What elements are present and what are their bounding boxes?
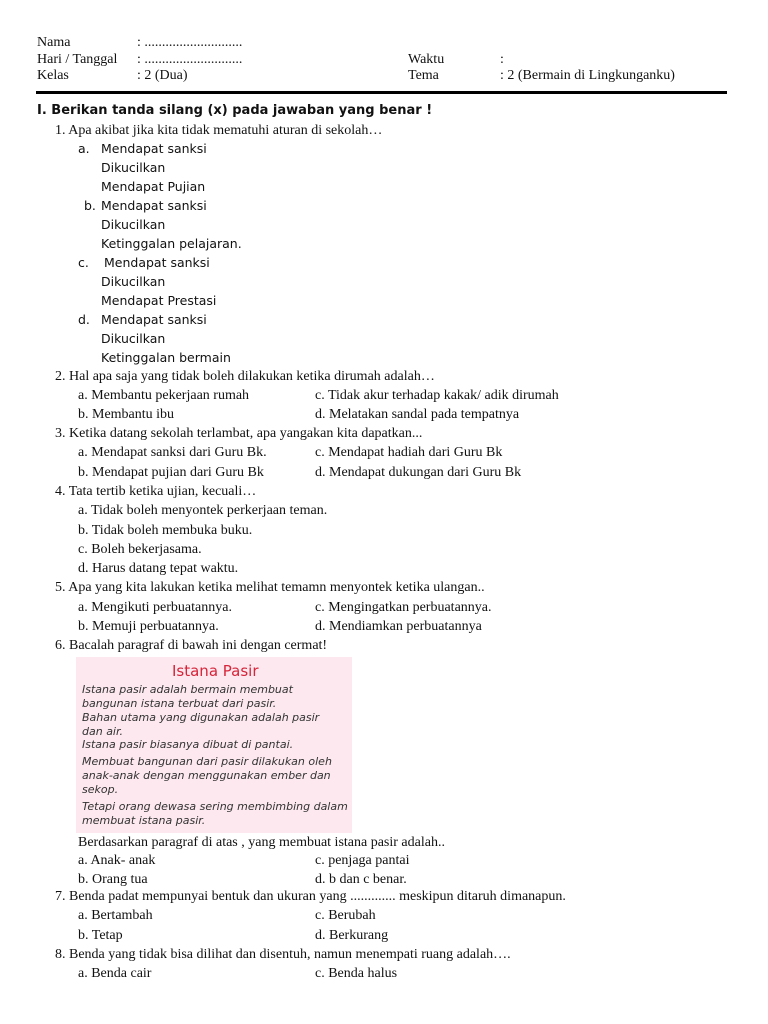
question-8: 8. Benda yang tidak bisa dilihat dan disentuh, namun menempati ruang adalah….	[55, 947, 511, 962]
q4-option-b: b. Tidak boleh membuka buku.	[78, 523, 253, 538]
q6-option-c: c. penjaga pantai	[315, 853, 410, 868]
q2-option-a: a. Membantu pekerjaan rumah	[78, 388, 250, 403]
q1-option-d-line: Dikucilkan	[101, 331, 166, 346]
kelas-label: Kelas	[37, 68, 69, 83]
section-title: I. Berikan tanda silang (x) pada jawaban yang benar !	[37, 103, 433, 118]
passage-line: Membuat bangunan dari pasir dilakukan oleh	[82, 755, 332, 768]
passage-line: Istana pasir biasanya dibuat di pantai.	[82, 738, 294, 751]
q1-option-d-line: Ketinggalan bermain	[101, 350, 231, 365]
question-2: 2. Hal apa saja yang tidak boleh dilakukan ketika dirumah adalah…	[55, 369, 435, 384]
q6-option-d: d. b dan c benar.	[315, 872, 407, 887]
q8-option-c: c. Benda halus	[315, 966, 398, 981]
hari-value: : ............................	[137, 52, 243, 67]
q3-option-d: d. Mendapat dukungan dari Guru Bk	[315, 465, 522, 480]
q3-option-c: c. Mendapat hadiah dari Guru Bk	[315, 445, 503, 460]
q7-option-d: d. Berkurang	[315, 928, 389, 943]
q7-option-a: a. Bertambah	[78, 908, 153, 923]
q2-option-d: d. Melatakan sandal pada tempatnya	[315, 407, 520, 422]
q3-option-a: a. Mendapat sanksi dari Guru Bk.	[78, 445, 267, 460]
nama-value: : ............................	[137, 35, 243, 50]
q1-option-a-line: Mendapat sanksi	[101, 141, 207, 156]
q1-option-c-line: Mendapat sanksi	[104, 255, 210, 270]
passage-line: bangunan istana terbuat dari pasir.	[82, 697, 277, 710]
q5-option-d: d. Mendiamkan perbuatannya	[315, 619, 482, 634]
q8-option-a: a. Benda cair	[78, 966, 152, 981]
q4-option-c: c. Boleh bekerjasama.	[78, 542, 202, 557]
passage-title: Istana Pasir	[172, 662, 259, 680]
q7-option-b: b. Tetap	[78, 928, 123, 943]
question-4: 4. Tata tertib ketika ujian, kecuali…	[55, 484, 257, 499]
q5-option-b: b. Memuji perbuatannya.	[78, 619, 219, 634]
hari-label: Hari / Tanggal	[37, 52, 118, 67]
kelas-value: : 2 (Dua)	[137, 68, 188, 83]
question-6: 6. Bacalah paragraf di bawah ini dengan cermat!	[55, 638, 328, 653]
passage-line: dan air.	[82, 725, 123, 738]
q1-option-c-marker: c.	[78, 255, 89, 270]
q1-option-c-line: Dikucilkan	[101, 274, 166, 289]
passage-line: anak-anak dengan menggunakan ember dan	[82, 769, 331, 782]
q3-option-b: b. Mendapat pujian dari Guru Bk	[78, 465, 264, 480]
header-divider	[36, 91, 727, 94]
q1-option-c-line: Mendapat Prestasi	[101, 293, 217, 308]
passage-line: Istana pasir adalah bermain membuat	[82, 683, 293, 696]
passage-line: Bahan utama yang digunakan adalah pasir	[82, 711, 320, 724]
passage-line: sekop.	[82, 783, 119, 796]
question-7: 7. Benda padat mempunyai bentuk dan ukuran yang ............. meskipun ditaruh dimanapun.	[55, 889, 566, 904]
q6-followup: Berdasarkan paragraf di atas , yang membuat istana pasir adalah..	[78, 835, 445, 850]
q1-option-a-line: Mendapat Pujian	[101, 179, 206, 194]
q1-option-a-marker: a.	[78, 141, 90, 156]
q2-option-b: b. Membantu ibu	[78, 407, 175, 422]
q1-option-b-line: Ketinggalan pelajaran.	[101, 236, 242, 251]
question-1: 1. Apa akibat jika kita tidak mematuhi aturan di sekolah…	[55, 123, 383, 138]
q4-option-a: a. Tidak boleh menyontek perkerjaan teman.	[78, 503, 328, 518]
q4-option-d: d. Harus datang tepat waktu.	[78, 561, 239, 576]
tema-label: Tema	[408, 68, 439, 83]
question-5: 5. Apa yang kita lakukan ketika melihat temamn menyontek ketika ulangan..	[55, 580, 485, 595]
q6-option-b: b. Orang tua	[78, 872, 148, 887]
q1-option-b-line: Mendapat sanksi	[101, 198, 207, 213]
q1-option-b-marker: b.	[84, 198, 96, 213]
q6-option-a: a. Anak- anak	[78, 853, 156, 868]
q1-option-d-marker: d.	[78, 312, 90, 327]
q1-option-d-line: Mendapat sanksi	[101, 312, 207, 327]
reading-passage	[76, 657, 352, 833]
q1-option-b-line: Dikucilkan	[101, 217, 166, 232]
tema-value: : 2 (Bermain di Lingkunganku)	[500, 68, 675, 83]
passage-line: membuat istana pasir.	[82, 814, 206, 827]
waktu-label: Waktu	[408, 52, 445, 67]
q5-option-a: a. Mengikuti perbuatannya.	[78, 600, 232, 615]
waktu-value: :	[500, 52, 504, 67]
question-3: 3. Ketika datang sekolah terlambat, apa yangakan kita dapatkan...	[55, 426, 423, 441]
passage-line: Tetapi orang dewasa sering membimbing dalam	[82, 800, 348, 813]
nama-label: Nama	[37, 35, 71, 50]
q5-option-c: c. Mengingatkan perbuatannya.	[315, 600, 492, 615]
q2-option-c: c. Tidak akur terhadap kakak/ adik dirumah	[315, 388, 559, 403]
q1-option-a-line: Dikucilkan	[101, 160, 166, 175]
q7-option-c: c. Berubah	[315, 908, 376, 923]
